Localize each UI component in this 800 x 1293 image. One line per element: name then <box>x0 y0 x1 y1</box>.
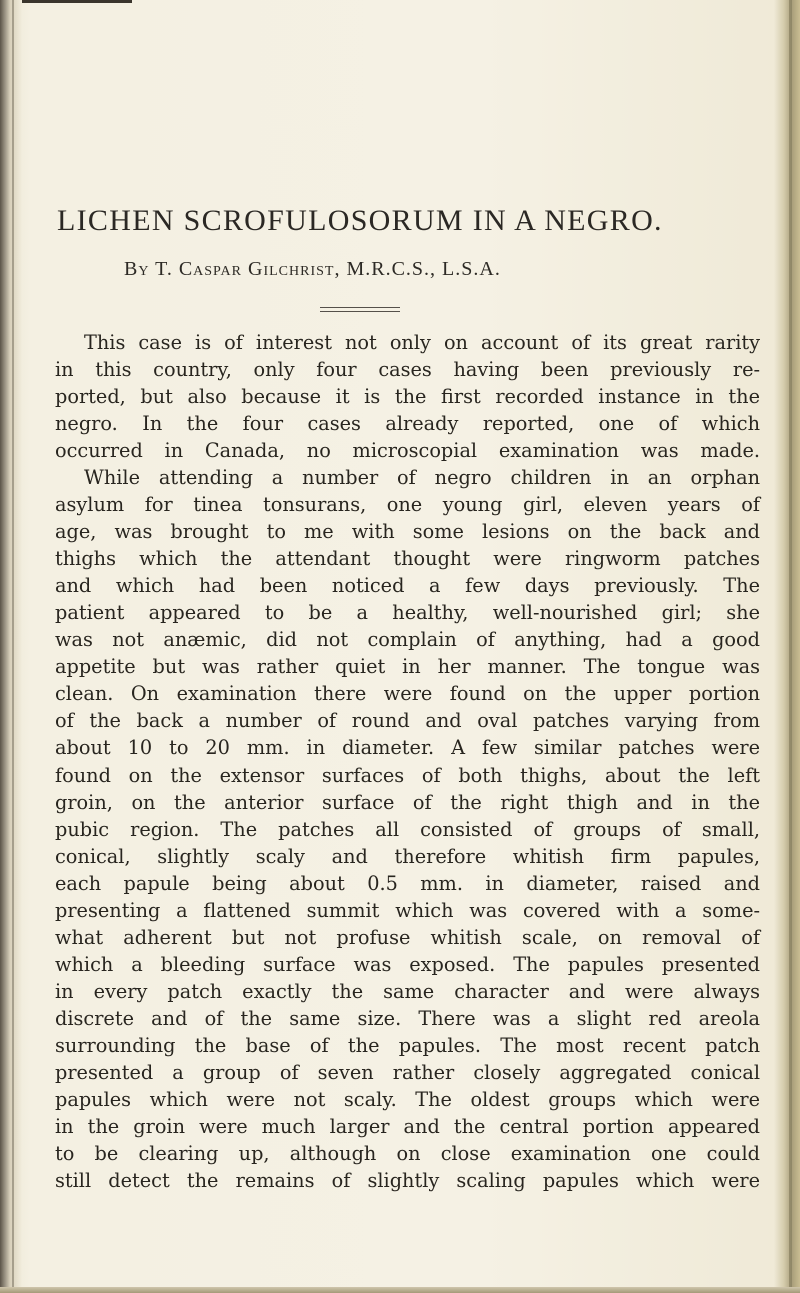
text-line: was not anæmic, did not complain of anything, had a good <box>55 628 760 652</box>
text-line: age, was brought to me with some lesions on the back and <box>55 520 760 544</box>
text-line: patient appeared to be a healthy, well-nourished girl; she <box>55 601 760 625</box>
text-line: presented a group of seven rather closely aggregated conical <box>55 1060 760 1084</box>
text-line: appetite but was rather quiet in her manner. The tongue was <box>55 655 760 679</box>
article-title: LICHEN SCROFULOSORUM IN A NEGRO. <box>57 204 663 237</box>
text-line: what adherent but not profuse whitish scale, on removal of <box>55 925 760 949</box>
text-line: This case is of interest not only on account of its great rarity <box>84 331 760 354</box>
article-body <box>55 329 760 1194</box>
text-line: asylum for tinea tonsurans, one young girl, eleven years of <box>55 493 760 517</box>
text-line: of the back a number of round and oval patches varying from <box>55 709 760 733</box>
text-line: conical, slightly scaly and therefore whitish firm papules, <box>55 844 760 868</box>
page-edge <box>774 0 800 1293</box>
page-bottom-edge <box>0 1287 800 1293</box>
text-line: found on the extensor surfaces of both thighs, about the left <box>55 763 760 787</box>
text-line: ported, but also because it is the first recorded instance in the <box>55 385 760 409</box>
top-rule <box>22 0 132 3</box>
text-line: presenting a flattened summit which was covered with a some- <box>55 898 760 922</box>
text-line: about 10 to 20 mm. in diameter. A few similar patches were <box>55 736 760 760</box>
text-line: occurred in Canada, no microscopial examination was made. <box>55 439 760 463</box>
text-line: groin, on the anterior surface of the right thigh and in the <box>55 790 760 814</box>
text-line: thighs which the attendant thought were ringworm patches <box>55 547 760 571</box>
text-line: to be clearing up, although on close examination one could <box>55 1141 760 1165</box>
text-line: each papule being about 0.5 mm. in diameter, raised and <box>55 871 760 895</box>
article-byline: By T. Caspar Gilchrist, M.R.C.S., L.S.A. <box>124 258 501 280</box>
text-line: negro. In the four cases already reported, one of which <box>55 412 760 436</box>
text-line: clean. On examination there were found on the upper portion <box>55 682 760 706</box>
page-edge-line <box>789 0 792 1293</box>
text-line: in every patch exactly the same character and were always <box>55 979 760 1003</box>
text-line: discrete and of the same size. There was a slight red areola <box>55 1006 760 1030</box>
text-line: which a bleeding surface was exposed. The papules presented <box>55 952 760 976</box>
text-line: in this country, only four cases having been previously re- <box>55 358 760 382</box>
text-line: While attending a number of negro children in an orphan <box>84 466 760 490</box>
text-line: papules which were not scaly. The oldest groups which were <box>55 1087 760 1111</box>
page-gutter-shadow <box>0 0 22 1293</box>
text-line: in the groin were much larger and the central portion appeared <box>55 1114 760 1138</box>
divider-rule-bottom <box>320 311 400 312</box>
text-line: still detect the remains of slightly scaling papules which were <box>55 1168 760 1192</box>
title-divider <box>320 307 400 313</box>
text-line: surrounding the base of the papules. The most recent patch <box>55 1033 760 1057</box>
gutter-line <box>12 0 14 1293</box>
text-line: pubic region. The patches all consisted of groups of small, <box>55 817 760 841</box>
divider-rule-top <box>320 307 400 308</box>
text-line: and which had been noticed a few days previously. The <box>55 574 760 598</box>
